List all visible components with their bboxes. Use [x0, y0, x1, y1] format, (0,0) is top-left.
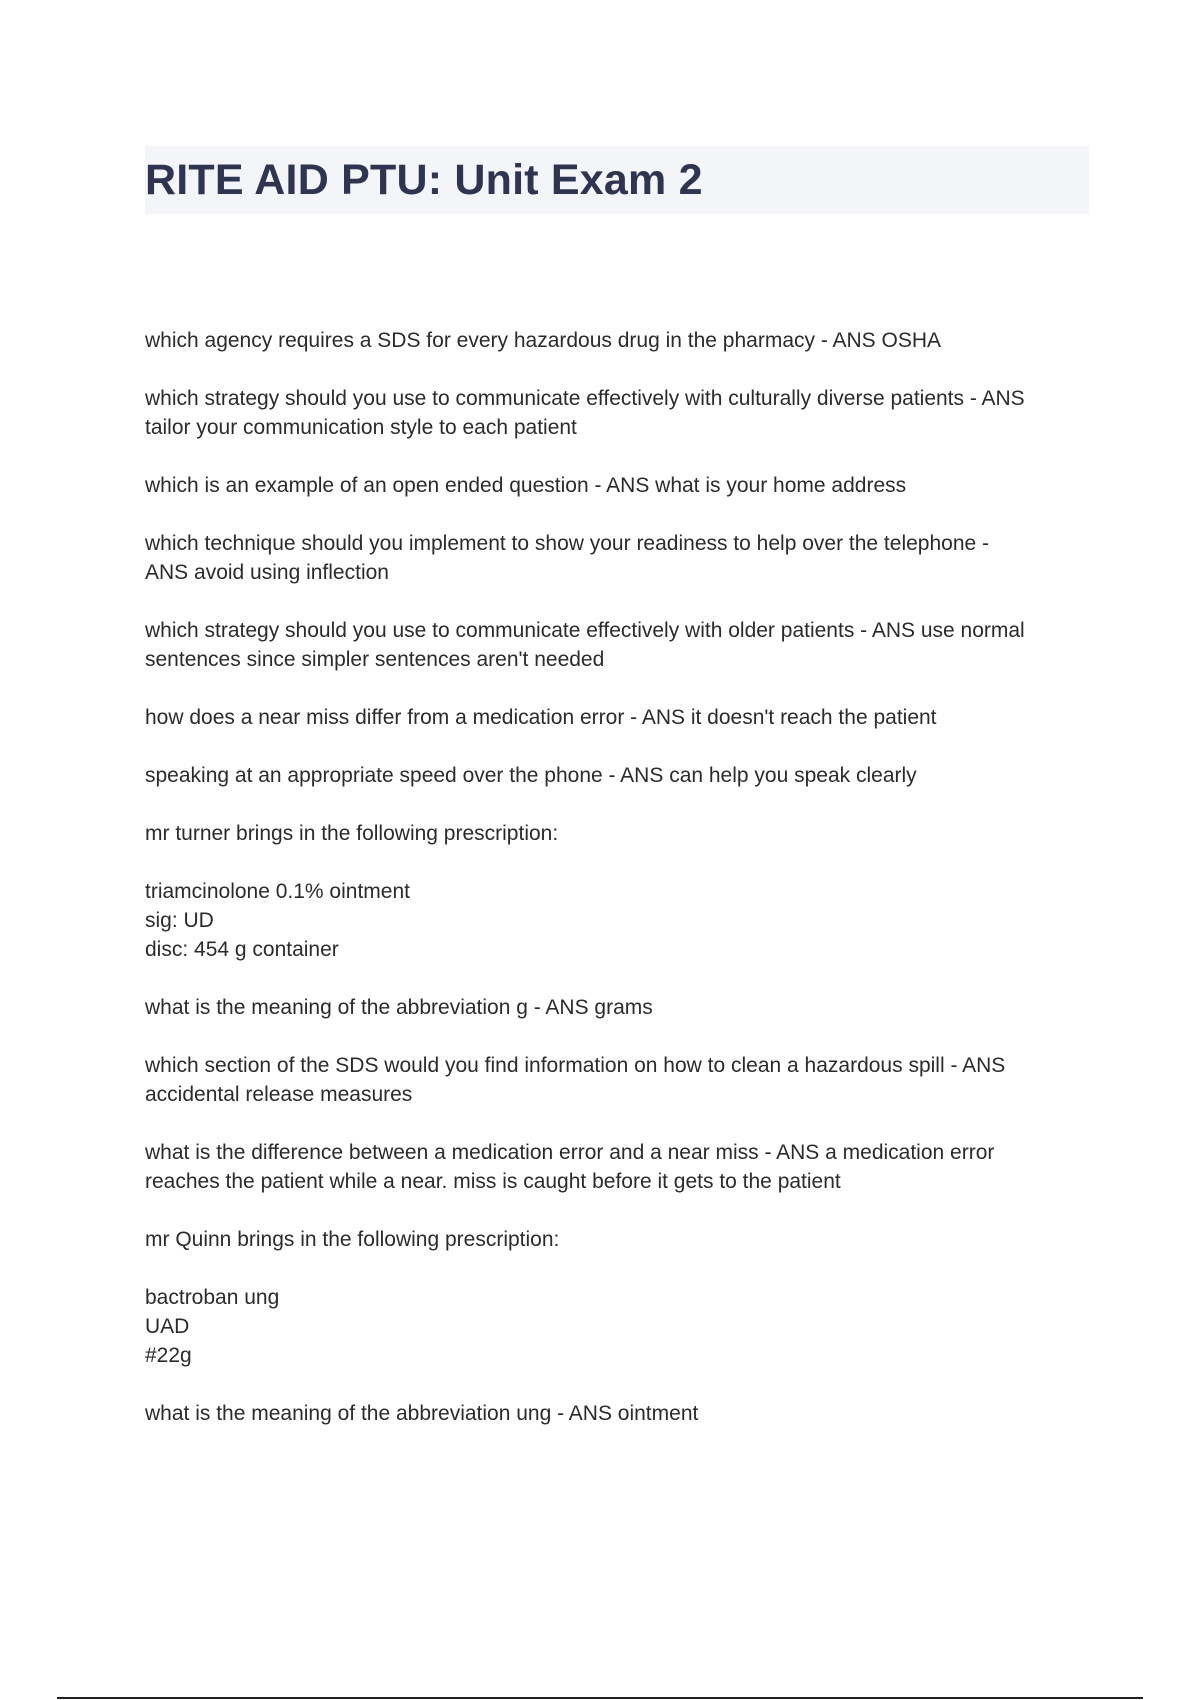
paragraph-line: mr Quinn brings in the following prescription:: [145, 1228, 560, 1251]
qa-paragraph: [145, 877, 1090, 964]
paragraph-line: ANS avoid using inflection: [145, 561, 389, 584]
paragraph-line: speaking at an appropriate speed over the phone - ANS can help you speak clearly: [145, 764, 917, 787]
qa-paragraph: [145, 1399, 1090, 1428]
paragraph-line: which section of the SDS would you find information on how to clean a hazardous spill - ANS: [145, 1054, 1006, 1077]
qa-paragraph: [145, 1051, 1090, 1109]
paragraph-line: what is the difference between a medication error and a near miss - ANS a medication error: [145, 1141, 995, 1164]
paragraph-line: accidental release measures: [145, 1083, 413, 1106]
title-band: [145, 146, 1089, 214]
paragraph-line: sig: UD: [145, 909, 214, 932]
paragraph-line: UAD: [145, 1315, 190, 1338]
paragraph-line: what is the meaning of the abbreviation ung - ANS ointment: [145, 1402, 699, 1425]
qa-paragraph: [145, 384, 1090, 442]
document-body: [145, 326, 1090, 1457]
paragraph-line: #22g: [145, 1344, 192, 1367]
page-divider: [57, 1697, 1143, 1699]
qa-paragraph: [145, 616, 1090, 674]
paragraph-line: mr turner brings in the following prescription:: [145, 822, 559, 845]
paragraph-line: disc: 454 g container: [145, 938, 339, 961]
qa-paragraph: [145, 993, 1090, 1022]
paragraph-line: reaches the patient while a near. miss is caught before it gets to the patient: [145, 1170, 841, 1193]
paragraph-line: which is an example of an open ended question - ANS what is your home address: [145, 474, 907, 497]
paragraph-line: bactroban ung: [145, 1286, 280, 1309]
paragraph-line: which agency requires a SDS for every hazardous drug in the pharmacy - ANS OSHA: [145, 329, 942, 352]
paragraph-line: sentences since simpler sentences aren't needed: [145, 648, 605, 671]
paragraph-line: which technique should you implement to show your readiness to help over the telephone -: [145, 532, 990, 555]
document-title: RITE AID PTU: Unit Exam 2: [145, 156, 703, 204]
paragraph-line: what is the meaning of the abbreviation g - ANS grams: [145, 996, 653, 1019]
qa-paragraph: [145, 471, 1090, 500]
paragraph-line: how does a near miss differ from a medication error - ANS it doesn't reach the patient: [145, 706, 937, 729]
qa-paragraph: [145, 1283, 1090, 1370]
qa-paragraph: [145, 529, 1090, 587]
paragraph-line: which strategy should you use to communicate effectively with older patients - ANS use normal: [145, 619, 1025, 642]
qa-paragraph: [145, 1225, 1090, 1254]
qa-paragraph: [145, 819, 1090, 848]
paragraph-line: tailor your communication style to each patient: [145, 416, 577, 439]
qa-paragraph: [145, 326, 1090, 355]
qa-paragraph: [145, 761, 1090, 790]
qa-paragraph: [145, 703, 1090, 732]
paragraph-line: triamcinolone 0.1% ointment: [145, 880, 410, 903]
qa-paragraph: [145, 1138, 1090, 1196]
paragraph-line: which strategy should you use to communicate effectively with culturally diverse patients - ANS: [145, 387, 1025, 410]
